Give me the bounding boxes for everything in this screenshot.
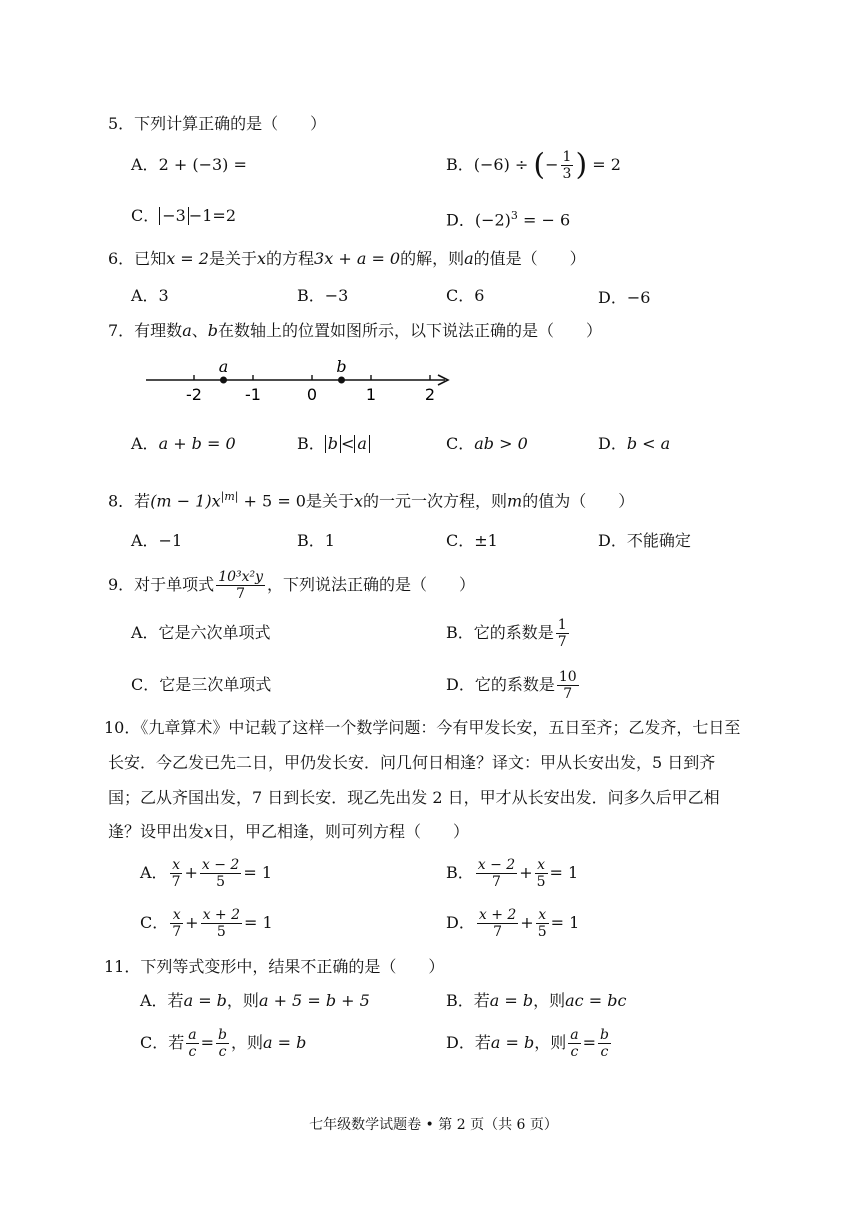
q7-a-label: A． xyxy=(131,434,159,453)
q9-option-d xyxy=(446,665,581,705)
q10-line1: 10．《九章算术》中记载了这样一个数学问题：今有甲发长安，五日至齐；乙发齐，七日至 xyxy=(104,718,741,737)
q5-c-abs: −3 xyxy=(159,207,189,225)
q9-option-b xyxy=(446,613,571,653)
q10-d-op: + xyxy=(520,913,534,932)
page-footer: 七年级数学试题卷 • 第 2 页（共 6 页） xyxy=(309,1117,558,1133)
q9-d-fraction xyxy=(557,669,579,702)
q6-stem-a: 6．已知 xyxy=(108,249,167,268)
q11-c-res: a = b xyxy=(263,1033,307,1052)
q11-a-then: ，则 xyxy=(226,991,259,1010)
q11-d-then: ，则 xyxy=(534,1033,567,1052)
q5-stem: 5．下列计算正确的是（ ） xyxy=(108,114,327,133)
q10-d-eq: = 1 xyxy=(550,913,580,932)
q8-stem-b: 是关于 xyxy=(305,491,354,511)
q7-stem-b: 在数轴上的位置如图所示，以下说法正确的是（ ） xyxy=(218,321,603,340)
q11-d-den1: c xyxy=(570,1044,579,1060)
q10-c-op: + xyxy=(185,913,199,932)
q10-a-op: + xyxy=(184,863,198,882)
q5-b-left: (−6) ÷ xyxy=(473,155,529,174)
point-b xyxy=(338,377,345,384)
q10-a-label: A． xyxy=(140,863,168,882)
q9-b-den: 7 xyxy=(557,634,567,650)
q10-line4 xyxy=(108,821,469,843)
q10-option-c xyxy=(140,903,273,943)
q11-c-eq: = xyxy=(200,1033,215,1052)
q6-option-b: B．−3 xyxy=(297,286,349,305)
q9-den: 7 xyxy=(236,586,246,602)
axis-tick-label: -2 xyxy=(186,385,202,404)
q6-stem-d: 的解，则 xyxy=(400,249,465,268)
q11-a-label: A．若 xyxy=(140,991,184,1010)
q8-stem-a: 8．若 xyxy=(108,491,151,511)
q5-c-label: C． xyxy=(131,206,160,225)
q10-b-num2: x xyxy=(535,857,548,874)
q5-b-right: = 2 xyxy=(592,155,621,174)
q6-eq: 3x + a = 0 xyxy=(314,249,401,268)
q8-stem xyxy=(108,486,634,512)
q11-d-eq: = xyxy=(582,1033,596,1052)
q11-c-den1: c xyxy=(188,1044,197,1060)
q8-stem-d: 的值为（ ） xyxy=(522,491,635,511)
q11-d-label: D．若 xyxy=(446,1033,491,1052)
q11-c-num2: b xyxy=(218,1027,227,1043)
q7-b-mid: < xyxy=(341,434,355,453)
q5-option-b: B．(−6) ÷ (− $\frac{1}{3}$ ) = 2 xyxy=(446,147,621,183)
q11-c-then: ，则 xyxy=(230,1033,263,1052)
q11-d-num1: a xyxy=(570,1027,579,1043)
q8-option-a: A．−1 xyxy=(131,531,183,550)
q10-d-label: D． xyxy=(446,913,475,932)
q11-a-cond: a = b xyxy=(183,991,227,1010)
q7-b-abs1: b xyxy=(325,435,341,453)
q10-a-eq: = 1 xyxy=(243,863,272,882)
q10-d-num2: x xyxy=(536,907,549,924)
q5-d-exp: 3 xyxy=(510,209,518,222)
q8-expr-b: + 5 = 0 xyxy=(238,491,306,511)
q10-d-den2: 5 xyxy=(537,924,547,940)
q5-a-label: A． xyxy=(131,155,159,174)
q10-b-label: B． xyxy=(446,863,474,882)
q10-c-num1: x xyxy=(170,907,183,924)
q11-option-a xyxy=(140,990,370,1012)
q7-b-label: B． xyxy=(297,434,325,453)
q9-d-num: 10 xyxy=(558,669,577,685)
q8-var-m: m xyxy=(507,491,523,511)
q11-a-res: a + 5 = b + 5 xyxy=(258,991,370,1010)
q5-d-expr: (−2) xyxy=(474,210,511,230)
axis-tick-label: 1 xyxy=(365,385,377,404)
q8-expr-a: (m − 1)x xyxy=(150,491,221,511)
q6-option-c: C．6 xyxy=(446,286,485,305)
q7-d-expr: b < a xyxy=(626,434,671,453)
q11-option-b xyxy=(446,990,626,1012)
q7-d-label: D． xyxy=(598,434,627,453)
axis-tick-label: 2 xyxy=(424,385,436,404)
q7-sep: 、 xyxy=(191,321,208,340)
q9-d-den: 7 xyxy=(563,686,573,702)
q8-var-x: x xyxy=(354,491,364,511)
q11-c-den2: c xyxy=(218,1044,227,1060)
q7-stem-a: 7．有理数 xyxy=(108,321,183,340)
q10-option-b xyxy=(446,853,578,893)
q11-stem: 11．下列等式变形中，结果不正确的是（ ） xyxy=(104,957,445,976)
q8-option-c: C．±1 xyxy=(446,531,498,550)
q10-d-den1: 7 xyxy=(493,924,503,940)
q10-b-den2: 5 xyxy=(536,874,546,890)
q9-b-fraction xyxy=(556,617,569,650)
q10-a-num2: x − 2 xyxy=(201,857,240,873)
q8-stem-c: 的一元一次方程，则 xyxy=(363,491,508,511)
q5-option-a xyxy=(131,154,247,176)
q6-stem-c: 的方程 xyxy=(266,249,315,268)
q10-a-den2: 5 xyxy=(216,874,226,890)
axis-tick-label: -1 xyxy=(245,385,261,404)
q11-b-cond: a = b xyxy=(489,991,534,1010)
axis-tick-label: 0 xyxy=(306,385,318,404)
q6-var-a: a xyxy=(464,249,474,268)
q5-b-label: B． xyxy=(446,155,474,174)
q11-b-then: ，则 xyxy=(533,991,566,1010)
q9-option-c: C．它是三次单项式 xyxy=(131,675,272,694)
q9-monomial xyxy=(216,569,265,602)
q5-c-rest: −1=2 xyxy=(188,206,237,225)
q8-option-b: B．1 xyxy=(297,531,335,550)
q9-b-label: B．它的系数是 xyxy=(446,623,554,642)
q6-var-x: x xyxy=(256,249,267,268)
q6-stem xyxy=(108,248,586,270)
q11-option-c xyxy=(140,1023,306,1063)
q7-option-b xyxy=(297,433,370,455)
q10-line4-a: 逢？设甲出发 xyxy=(108,822,205,841)
q11-d-den2: c xyxy=(600,1044,609,1060)
q6-stem-e: 的值是（ ） xyxy=(473,249,586,268)
q5-b-fraction xyxy=(561,149,574,182)
q10-line4-b: 日，甲乙相逢，则可列方程（ ） xyxy=(213,822,470,841)
q10-b-num1: x − 2 xyxy=(477,857,516,873)
q7-number-line xyxy=(140,352,460,407)
q9-stem xyxy=(108,565,475,605)
point-a-label: a xyxy=(218,357,229,376)
q7-var-a: a xyxy=(182,321,192,340)
q11-c-num1: a xyxy=(188,1027,197,1043)
q7-option-c xyxy=(446,433,528,455)
q10-c-den2: 5 xyxy=(216,924,226,940)
q10-line3: 国；乙从齐国出发，7 日到长安．现乙先出发 2 日，甲才从长安出发．问多久后甲乙相 xyxy=(108,788,720,807)
q5-d-label: D． xyxy=(446,210,475,230)
q10-b-den1: 7 xyxy=(492,874,501,890)
q9-b-num: 1 xyxy=(557,617,567,633)
q10-option-a xyxy=(140,853,272,893)
q10-a-num1: x xyxy=(170,857,183,874)
q7-option-a xyxy=(131,433,236,455)
q6-stem-b: 是关于 xyxy=(208,249,257,268)
q8-option-d: D．不能确定 xyxy=(598,531,691,550)
q10-option-d xyxy=(446,903,579,943)
q7-stem xyxy=(108,320,602,342)
q5-b-num: 1 xyxy=(562,149,572,165)
q11-option-d xyxy=(446,1023,613,1063)
q10-line4-var: x xyxy=(204,822,214,841)
point-b-label: b xyxy=(336,357,347,376)
q5-option-d xyxy=(446,205,570,231)
q9-stem-a: 9．对于单项式 xyxy=(108,575,215,594)
q7-option-d xyxy=(598,433,670,455)
q7-var-b: b xyxy=(207,321,218,340)
q9-num: 10³x²y xyxy=(218,569,264,585)
q11-b-label: B．若 xyxy=(446,991,490,1010)
q11-b-res: ac = bc xyxy=(565,991,627,1010)
q9-option-a: A．它是六次单项式 xyxy=(131,623,271,642)
q9-d-label: D．它的系数是 xyxy=(446,675,555,694)
q6-option-d: D．−6 xyxy=(598,288,651,307)
q7-b-abs2: a xyxy=(354,435,370,453)
point-a xyxy=(220,377,227,384)
q7-a-expr: a + b = 0 xyxy=(158,434,236,453)
q10-c-eq: = 1 xyxy=(244,913,273,932)
q10-b-op: + xyxy=(519,863,533,882)
q10-c-num2: x + 2 xyxy=(202,907,241,923)
q11-d-num2: b xyxy=(599,1027,609,1043)
q10-a-den1: 7 xyxy=(171,874,181,890)
q10-line2: 长安．今乙发已先二日，甲仍发长安．问几何日相逢？译文：甲从长安出发，5 日到齐 xyxy=(108,753,716,772)
q7-c-label: C． xyxy=(446,434,475,453)
q6-option-a: A．3 xyxy=(131,286,169,305)
q10-c-den1: 7 xyxy=(172,924,182,940)
q5-d-rest: = − 6 xyxy=(517,210,571,230)
q10-d-num1: x + 2 xyxy=(478,907,517,923)
q10-b-eq: = 1 xyxy=(549,863,579,882)
q11-d-cond: a = b xyxy=(490,1033,535,1052)
q5-b-den: 3 xyxy=(562,166,572,182)
q9-stem-b: ，下列说法正确的是（ ） xyxy=(267,575,476,594)
q11-c-label: C．若 xyxy=(140,1033,185,1052)
q7-c-expr: ab > 0 xyxy=(474,434,528,453)
q5-a-expr: 2 + (−3) = xyxy=(158,155,247,174)
q5-option-c xyxy=(131,205,236,227)
q6-cond: x = 2 xyxy=(166,249,209,268)
q8-exp: |m| xyxy=(220,490,239,503)
q10-c-label: C． xyxy=(140,913,169,932)
